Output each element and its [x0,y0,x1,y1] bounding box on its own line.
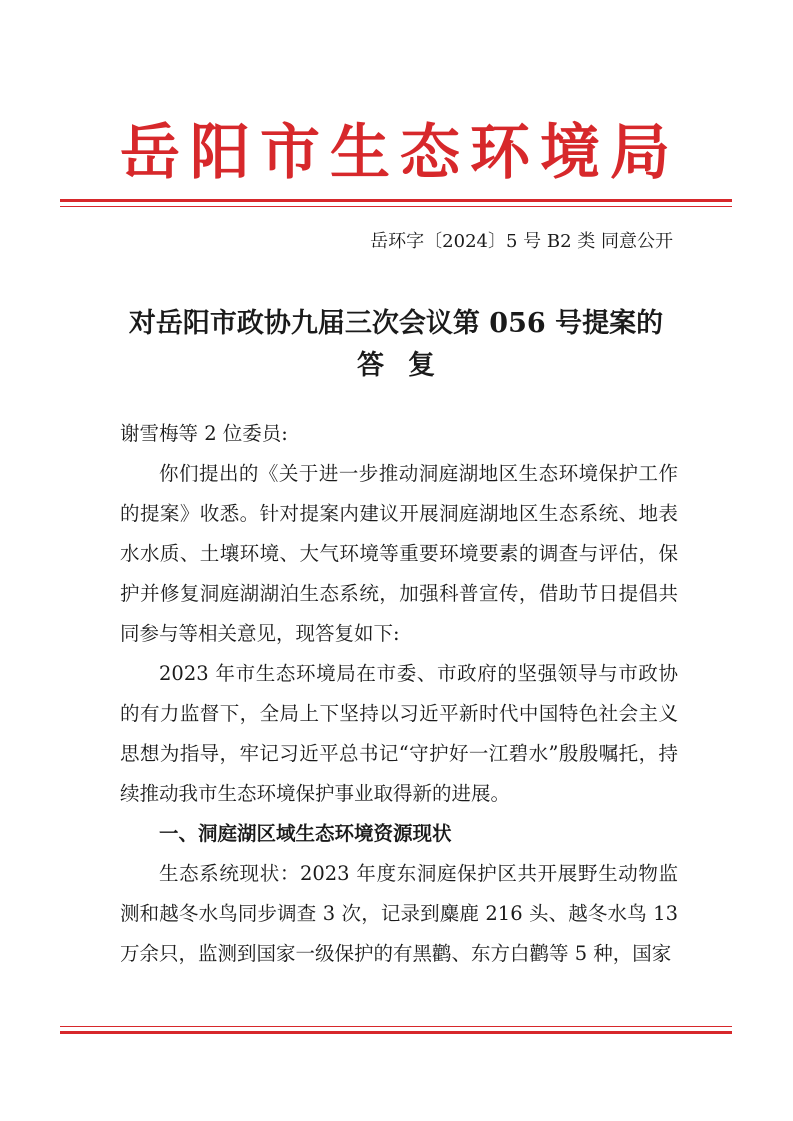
title-line-2: 答复 [357,350,459,381]
document-title [60,303,732,387]
section-heading: 一、洞庭湖区域生态环境资源现状 [159,822,452,845]
masthead-rule-thick [60,199,732,202]
footer-rule-thick [60,1031,732,1034]
document-number: 岳环字〔2024〕5 号 B2 类 同意公开 [370,231,673,252]
org-masthead: 岳阳市生态环境局 [120,118,680,188]
paragraph: 生态系统现状：2023 年度东洞庭保护区共开展野生动物监测和越冬水鸟同步调查 3 次，记录到麋鹿 216 头、越冬水鸟 13 万余只，监测到国家一级保护的有黑鹳、东方白鹳等 5 种，国家 [120,862,678,965]
document-body [120,414,678,974]
title-line-1: 对岳阳市政协九届三次会议第 056 号提案的 [128,308,664,339]
masthead-rule-thin [60,206,732,207]
salutation: 谢雪梅等 2 位委员: [120,422,288,445]
paragraph: 你们提出的《关于进一步推动洞庭湖地区生态环境保护工作的提案》收悉。针对提案内建议开展洞庭湖地区生态系统、地表水水质、土壤环境、大气环境等重要环境要素的调查与评估，保护并修复洞庭湖湖泊生态系统，加强科普宣传，借助节日提倡共同参与等相关意见，现答复如下: [120,462,678,645]
paragraph: 2023 年市生态环境局在市委、市政府的坚强领导与市政协的有力监督下，全局上下坚持以习近平新时代中国特色社会主义思想为指导，牢记习近平总书记“守护好一江碧水”殷殷嘱托，持续推动我市生态环境保护事业取得新的进展。 [120,662,678,805]
footer-rule-thin [60,1026,732,1027]
